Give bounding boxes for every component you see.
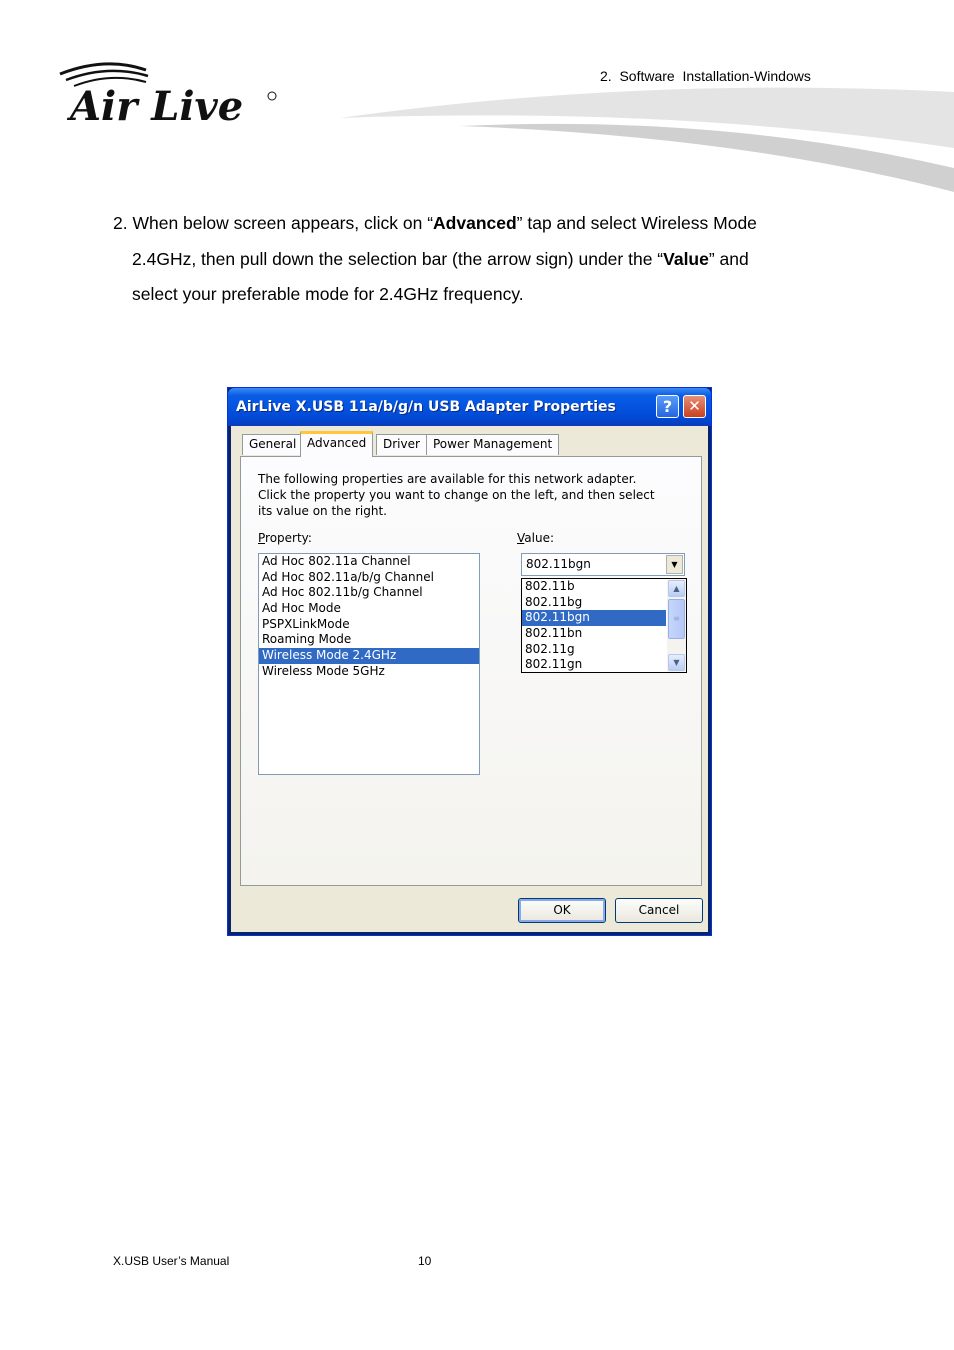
scroll-down-button[interactable] [668,654,685,671]
combo-dropdown-button[interactable] [666,555,683,574]
list-item[interactable]: Ad Hoc 802.11a Channel [262,554,411,568]
instruction-line-3: select your preferable mode for 2.4GHz frequency. [132,284,524,304]
scroll-down-icon: ▼ [673,658,680,667]
chapter-heading: 2. Software Installation-Windows [600,68,811,84]
dropdown-option-highlighted[interactable]: 802.11bgn [522,610,666,626]
value-dropdown-list[interactable] [521,578,687,673]
ok-button[interactable]: OK [518,898,606,923]
dropdown-option[interactable]: 802.11bg [525,594,583,609]
dialog-title: AirLive X.USB 11a/b/g/n USB Adapter Properties [236,399,616,415]
instruction-paragraph [113,206,853,313]
cancel-button[interactable]: Cancel [615,898,703,923]
property-list[interactable] [258,553,480,775]
dropdown-option[interactable]: 802.11bn [525,626,583,641]
header-swoosh-decoration [340,84,954,196]
combo-current-value: 802.11bgn [526,557,591,571]
tab-advanced[interactable]: Advanced [300,431,373,457]
airlive-logo [56,60,286,126]
value-combobox[interactable] [521,553,685,576]
dialog-client-area [231,426,708,932]
tab-power-management[interactable]: Power Management [426,434,559,455]
instruction-line-1: 2. When below screen appears, click on “Advanced” tap and select Wireless Mode [113,213,757,233]
dropdown-option[interactable]: 802.11b [525,579,575,593]
list-item-selected[interactable]: Wireless Mode 2.4GHz [259,648,479,664]
dropdown-scrollbar[interactable] [667,579,686,672]
dialog-titlebar[interactable] [228,388,711,426]
list-item[interactable]: Ad Hoc 802.11b/g Channel [262,585,423,600]
footer-page-number: 10 [418,1254,432,1268]
chevron-down-icon: ▼ [671,560,678,569]
close-icon: ✕ [688,397,701,415]
value-label: Value: [517,531,554,545]
logo-wordmark: Air Live [70,83,244,126]
tab-general[interactable]: General [242,434,303,455]
dropdown-option[interactable]: 802.11gn [525,657,583,672]
list-item[interactable]: Roaming Mode [262,632,352,647]
list-item[interactable]: PSPXLinkMode [262,616,350,631]
list-item[interactable]: Ad Hoc Mode [262,601,341,616]
grip-icon: ≡ [673,614,680,623]
instruction-line-2: 2.4GHz, then pull down the selection bar (the arrow sign) under the “Value” and [132,248,749,269]
list-item[interactable]: Ad Hoc 802.11a/b/g Channel [262,569,434,584]
dropdown-option[interactable]: 802.11g [525,641,575,656]
list-item[interactable]: Wireless Mode 5GHz [262,663,385,678]
help-button[interactable] [656,395,679,418]
adapter-properties-dialog [227,387,712,936]
advanced-description: The following properties are available for this network adapter. Click the property you want to change on the left, and then select its value on the right. [258,472,655,518]
tab-driver[interactable]: Driver [376,434,427,455]
scroll-up-icon: ▲ [673,584,680,593]
close-button[interactable] [683,395,706,418]
footer-manual-title: X.USB User’s Manual [113,1254,230,1268]
help-icon: ? [662,397,673,416]
advanced-tab-panel [240,456,702,886]
scroll-thumb[interactable] [668,599,685,639]
scroll-up-button[interactable] [668,580,685,597]
property-label: Property: [258,531,312,545]
